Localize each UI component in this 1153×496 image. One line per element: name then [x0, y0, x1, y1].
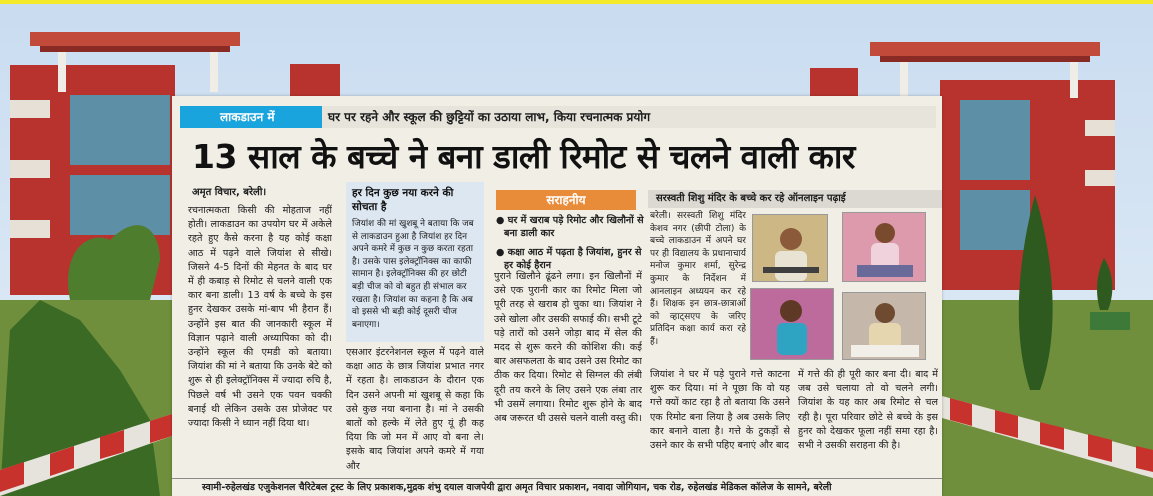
student-photo: [842, 212, 926, 282]
bullet-item: ● कक्षा आठ में पढ़ता है जियांश, हुनर से हर कोई हैरान: [496, 247, 642, 271]
imprint-line: स्वामी-रुहेलखंड एजुकेशनल चैरिटेबल ट्रस्ट के लिए प्रकाशक,मुद्रक शंभु दयाल वाजपेयी द्वारा अमृत विचार प्रकाशन, नवादा जोगियान, चक रोड, रुहेलखंड मेडिकल कॉलेज के सामने, बरेली: [172, 478, 942, 496]
student-photo: [752, 214, 828, 282]
student-photo: [842, 292, 926, 360]
photo-story-heading: सरस्वती शिशु मंदिर के बच्चे कर रहे ऑनलाइन पढ़ाई: [648, 190, 942, 208]
article-column-6: में गत्ते की ही पूरी कार बना दी। बाद में जब उसे चलाया तो वो चलने लगी। जियांश के यह कार अब रिमोट से चल रही है। पूरा परिवार छोटे से बच्चे के इस हुनर को देखकर फूला नहीं समा रहा है। सभी ने उसकी सराहना की है।: [798, 369, 938, 452]
photo-story-text: बरेली। सरस्वती शिशु मंदिर केशव नगर (छीपी टोला) के बच्चे लाकडाउन में अपने घर पर ही विद्यालय के प्रधानाचार्य मनोज कुमार शर्मा, सुरेन्द्र कुमार के निर्देशन में आनलाइन अध्ययन कर रहे हैं। शिक्षक इन छात्र-छात्राओं को व्हाट्सएप के जरिए प्रतिदिन कक्षा कार्य करा रहे हैं।: [650, 211, 746, 347]
sidebar-box-title: हर दिन कुछ नया करने की सोचता है: [352, 187, 454, 213]
headline: 13 साल के बच्चे ने बना डाली रिमोट से चलने वाली कार: [192, 137, 855, 176]
bullet-item: ● घर में खराब पड़े रिमोट और खिलौनों से बना डाली कार: [496, 215, 644, 239]
dateline: अमृत विचार, बरेली।: [192, 187, 267, 198]
sidebar-box-text: जियांश की मां खुशबू ने बताया कि जब से लाकडाउन हुआ है जियांश हर दिन अपने कमरे में कुछ न कुछ करता रहता है। उसके पास इलेक्ट्रॉनिक्स का काफी सामान है। इलेक्ट्रॉनिक्स की हर छोटी बड़ी चीज को वो बहुत ही संभाल कर रखता है। जियांश का कहना है कि अब वो इससे भी बड़ी कोई दूसरी चीज बनाएगा।: [352, 219, 474, 330]
section-tag: लाकडाउन में: [180, 106, 322, 128]
top-border: [0, 0, 1153, 4]
highlight-bullets: [496, 214, 646, 278]
sidebar-box: [346, 182, 484, 342]
highlight-label: सराहनीय: [496, 190, 636, 210]
newspaper-clipping: [172, 96, 942, 496]
article-column-2: एसआर इंटरनेशनल स्कूल में पढ़ने वाले कक्षा आठ के छात्र जियांश प्रभात नगर में रहता है। लाकडाउन के दौरान एक दिन उसने अपनी मां खुशबू से कहा कि उसे कुछ नया बनाना है। मां ने उसकी बातों को हल्के में लेते हुए यूं ही कह दिया कि जो मन में आए वो बना ले। इसके बाद जियांश अपने कमरे में गया और: [346, 347, 484, 472]
article-column-5: जियांश ने घर में पड़े पुराने गत्ते काटना शुरू कर दिया। मां ने पूछा कि वो यह गत्ते क्यों काट रहा है तो बताया कि उसने एक रिमोट बना लिया है अब उसके लिए कार बनाने वाला है। गत्ते के टुकड़ों से उसने कार के सभी पहिए बनाएं और बाद: [650, 369, 790, 452]
article-column-3: पुराने खिलौने ढूंढने लगा। इन खिलौनों में उसे एक पुरानी कार का रिमोट मिला जो पूरी तरह से खराब हो चुका था। जियांश ने उसे खोला और उसकी सफाई की। सभी टूटे पड़े तारों को उसने जोड़ा बाद में सेल की मदद से शुरू करने की कोशिश की। कई बार असफलता के बाद उसने उस रिमोट का ठीक कर दिया। रिमोट से सिग्नल की लंबी दूरी तय करने के लिए उसने एक लंबा तार भी उसमें लगाया। रिमोट शुरू होने के बाद अब जरूरत थी उससे चलने वाली वस्तु की।: [494, 271, 642, 425]
article-column-1: रचनात्मकता किसी की मोहताज नहीं होती। लाकडाउन का उपयोग घर में अकेले रहते हुए कैसे करना है यह कोई कक्षा आठ में पढ़ने वाले जियांश से सीखे। जिसने 4-5 दिनों की मेहनत के बाद घर में ही कबाड़ से रिमोट से चलने वाली एक कार बना डाली। 13 वर्ष के बच्चे के इस हुनर देखकर उसके मां-बाप भी हैरान हैं। उन्होंने इस बात की जानकारी स्कूल में विज्ञान पढ़ाने वाली अध्यापिका को दी। उन्होंने स्कूल की एमडी को बताया। जियांश की मां ने बताया कि उनके बेटे को शुरू से ही इलेक्ट्रॉनिक्स में ज्यादा रुचि है, पिछले वर्ष भी उसने एक पवन चक्की बनाई थी लेकिन उसके उस प्रोजेक्ट पर ज्यादा किसी ने ध्यान नहीं दिया था।: [188, 205, 332, 430]
student-photo: [750, 288, 834, 360]
strapline: घर पर रहने और स्कूल की छुट्टियों का उठाया लाभ, किया रचनात्मक प्रयोग: [322, 106, 936, 128]
